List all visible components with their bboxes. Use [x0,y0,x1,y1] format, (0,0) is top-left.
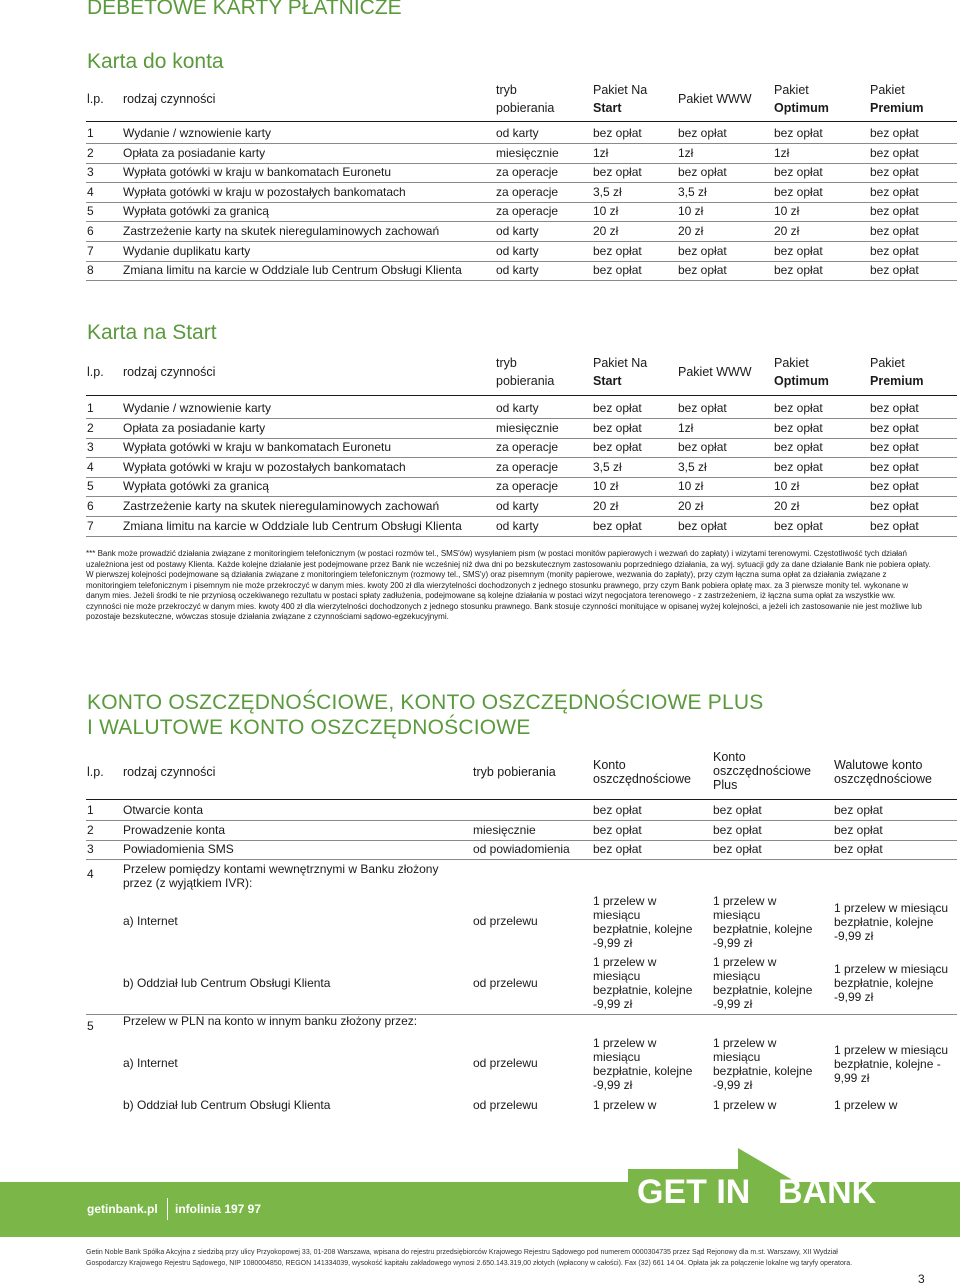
cell: 20 zł [593,499,619,513]
cell: Wypłata gotówki w kraju w pozostałych bankomatach [123,184,406,199]
cell: bez opłat [834,803,883,817]
section-title-savings-line2: I WALUTOWE KONTO OSZCZĘDNOŚCIOWE [87,716,531,739]
savings-header-3: Konto oszczędnościowe [593,758,691,786]
header-line: Pakiet Na [593,356,648,370]
section-title-karta-do-konta: Karta do konta [87,50,224,73]
cell: bez opłat [593,518,642,533]
header-section1-3 [593,81,647,117]
header-line: pobierania [496,101,555,115]
cell: bez opłat [593,440,642,455]
header-section2-5 [774,354,829,390]
cell: 3 [87,842,94,857]
fee-value: 1 przelew w miesiącu bezpłatnie, kolejne -9,99 zł [713,894,813,950]
savings-header-0: l.p. [87,765,104,779]
cell: od karty [496,401,539,415]
header-section2-1 [123,363,215,381]
cell: bez opłat [678,243,727,258]
sub-mode: od przelewu [473,1098,538,1112]
fee-value: 1 przelew w miesiącu bezpłatnie, kolejne -9,99 zł [593,955,693,1011]
sub-label: b) Oddział lub Centrum Obsługi Klienta [123,976,331,990]
table-row [0,438,960,457]
cell: 6 [87,499,94,513]
header-line: Pakiet WWW [678,365,752,379]
cell: bez opłat [870,145,919,160]
header-line: Premium [870,101,924,115]
cell: 1 [87,803,94,817]
header-line: tryb [496,356,517,370]
table-row [0,497,960,516]
row-rule [86,280,957,281]
cell: 20 zł [774,224,800,238]
cell: od karty [496,224,539,238]
footnote: *** Bank może prowadzić działania związane z monitoringiem telefonicznym (w postaci rozmów tel., SMS'ów) wysyłaniem pism (w postaci monitów papierowych i wezwań do zapłaty) i wizytami terenowymi. Częstotliwość tych działań uzależniona jest od postawy Klienta. Każde kolejne działanie jest podejmowane przez Bank nie wcześniej niż dwa dni po bezskutecznym zastosowaniu poprzedniego działania, za wyj. sytuacji gdy za dane działanie Bank nie pobiera opłaty. W pierwszej kolejności podejmowane są działania związane z monitoringiem telefonicznym (rozmowy tel., SMS'y) oraz pisemnym (monity papierowe, wezwania do zapłaty), przy czym łączna suma opłat za działania związane z monitoringiem telefonicznym i pisemnym nie może przekroczyć w danym mies. kwoty 200 zł dla wierzytelności dochodzonych z jednego stosunku prawnego, przy czym Bank pobiera opłatę max. za 3 pierwsze monity tel. wykonane w danym mies. Jeżeli środki te nie przyniosą oczekiwanego rezultatu w postaci spłaty zadłużenia, podejmowane są kolejne działania w postaci wizyt negocjatora terenowego - z zastrzeżeniem, iż łączna suma opłat za wszystkie ww. czynności nie może przekroczyć w danym mies. kwoty 400 zł dla wierzytelności dochodzonych z jednego stosunku prawnego. Bank stosuje czynności monitujące w opisanej wyżej kolejności, a jeżeli ich zastosowanie nie jest możliwe lub pozostaje bezskuteczne, wówczas stosuje działania związane z czynnościami sądowo-egzekucyjnymi. [86,549,931,621]
cell: 10 zł [774,204,800,219]
cell: Wydanie / wznowienie karty [123,401,271,415]
table-row [0,399,960,418]
fee-value: 1 przelew w [834,1098,898,1112]
cell: bez opłat [678,165,727,180]
cell: 5 [87,204,94,219]
cell: Opłata za posiadanie karty [123,420,266,435]
cell: bez opłat [870,499,919,513]
table-row [0,419,960,438]
cell: bez opłat [713,822,762,837]
cell: bez opłat [870,420,919,435]
cell: 8 [87,263,94,278]
website-link[interactable]: getinbank.pl [87,1202,158,1216]
cell: 1 [87,126,94,140]
cell: bez opłat [678,263,727,278]
cell: 3,5 zł [593,459,622,474]
cell: bez opłat [593,822,642,837]
cell: 4 [87,184,94,199]
cell: bez opłat [870,224,919,238]
cell: miesięcznie [473,822,536,837]
section-title-karta-na-start: Karta na Start [87,321,217,344]
cell: bez opłat [870,459,919,474]
cell: bez opłat [774,420,823,435]
cell: Wypłata gotówki w kraju w bankomatach Euronetu [123,440,392,455]
cell: bez opłat [593,803,642,817]
header-section1-4 [678,90,752,108]
cell: bez opłat [834,822,883,837]
cell: za operacje [496,204,559,219]
cell: bez opłat [870,263,919,278]
lp: 5 [87,1019,94,1033]
savings-header-1: rodzaj czynności [123,765,216,779]
header-line: Pakiet [870,356,905,370]
header-section1-2 [496,81,554,117]
fee-value: 1 przelew w miesiącu bezpłatnie, kolejne - 9,99 zł [834,1043,949,1085]
savings-header-5: Walutowe konto oszczędnościowe [834,758,932,786]
cell: Wydanie duplikatu karty [123,243,251,258]
fee-value: 1 przelew w miesiącu bezpłatnie, kolejne -9,99 zł [593,894,693,950]
table-row [0,242,960,261]
header-line: l.p. [87,92,104,106]
header-section2-4 [678,363,752,381]
row-title: Przelew w PLN na konto w innym banku złożony przez: [123,1014,418,1028]
cell: od karty [496,518,539,533]
cell: 10 zł [593,479,619,494]
cell: od karty [496,499,539,513]
header-line: Start [593,374,622,388]
cell: 20 zł [593,224,619,238]
cell: bez opłat [774,184,823,199]
cell: 20 zł [774,499,800,513]
cell: bez opłat [774,126,823,140]
sub-label: a) Internet [123,914,178,928]
cell: od karty [496,126,539,140]
cell: Zmiana limitu na karcie w Oddziale lub Centrum Obsługi Klienta [123,518,462,533]
cell: 5 [87,479,94,494]
cell: bez opłat [774,440,823,455]
cell: Zmiana limitu na karcie w Oddziale lub Centrum Obsługi Klienta [123,263,462,278]
cell: Prowadzenie konta [123,822,226,837]
cell: bez opłat [678,440,727,455]
sub-mode: od przelewu [473,1056,538,1070]
header-section2-3 [593,354,647,390]
table-row [0,163,960,182]
cell: bez opłat [870,401,919,415]
cell: Otwarcie konta [123,803,204,817]
cell: 1zł [593,145,609,160]
table-row [0,477,960,496]
cell: bez opłat [774,165,823,180]
cell: za operacje [496,459,559,474]
cell: 20 zł [678,499,704,513]
cell: za operacje [496,165,559,180]
header-line: Pakiet [870,83,905,97]
cell: 10 zł [593,204,619,219]
cell: bez opłat [593,401,642,415]
savings-header-2: tryb pobierania [473,765,556,779]
cell: bez opłat [834,842,883,857]
header-rule [86,395,957,396]
cell: bez opłat [774,263,823,278]
cell: bez opłat [870,165,919,180]
cell: od powiadomienia [473,842,570,857]
header-rule [86,799,957,800]
header-line: Optimum [774,374,829,388]
table-row [0,124,960,143]
cell: bez opłat [870,243,919,258]
header-section1-5 [774,81,829,117]
savings-header-4: Konto oszczędnościowe Plus [713,750,811,792]
cell: Zastrzeżenie karty na skutek nieregulaminowych zachowań [123,224,440,238]
cell: od karty [496,263,539,278]
cell: bez opłat [713,842,762,857]
table-row [0,261,960,280]
header-section1-0 [87,90,104,108]
cell: 6 [87,224,94,238]
header-section2-0 [87,363,104,381]
logo-arrow-icon [620,1145,920,1235]
cell: bez opłat [678,126,727,140]
cell: bez opłat [593,842,642,857]
cell: bez opłat [774,459,823,474]
cell: 4 [87,459,94,474]
header-line: Optimum [774,101,829,115]
cell: 3,5 zł [678,459,707,474]
lp: 4 [87,867,94,881]
legal-line-2: Gospodarczy Krajowego Rejestru Sądowego, NIP 1080004850, REGON 141334039, wysokość kapitału zakładowego wynosi 2.650.143.319,00 złotych (wpłacony w całości). Fax (32) 661 14 04. Opłata jak za połączenie lokalne wg taryfy operatora. [86,1260,853,1267]
header-section1-1 [123,90,215,108]
sub-label: b) Oddział lub Centrum Obsługi Klienta [123,1098,331,1112]
table-row [0,821,960,840]
cell: Wypłata gotówki w kraju w bankomatach Euronetu [123,165,392,180]
cell: miesięcznie [496,420,559,435]
row-rule [86,536,957,537]
cell: Opłata za posiadanie karty [123,145,266,160]
cell: Wypłata gotówki za granicą [123,204,269,219]
fee-value: 1 przelew w miesiącu bezpłatnie, kolejne -9,99 zł [593,1036,693,1092]
cell: bez opłat [678,401,727,415]
cell: bez opłat [774,401,823,415]
cell: 7 [87,518,94,533]
header-rule [86,121,957,122]
cell: za operacje [496,184,559,199]
sub-label: a) Internet [123,1056,178,1070]
cell: za operacje [496,479,559,494]
cell: bez opłat [774,243,823,258]
getin-bank-logo [620,1145,920,1235]
cell: bez opłat [593,165,642,180]
table-row [0,801,960,820]
cell: 2 [87,822,94,837]
table-row [0,202,960,221]
cell: bez opłat [593,420,642,435]
table-row [0,222,960,241]
table-row [0,144,960,163]
header-line: l.p. [87,365,104,379]
cell: Wydanie / wznowienie karty [123,126,271,140]
row-title: Przelew pomiędzy kontami wewnętrznymi w Banku złożony przez (z wyjątkiem IVR): [123,862,439,890]
cell: bez opłat [870,204,919,219]
cell: bez opłat [870,440,919,455]
cell: bez opłat [774,518,823,533]
cell: 10 zł [774,479,800,494]
fee-value: 1 przelew w [593,1098,657,1112]
cell: 3 [87,165,94,180]
header-section2-2 [496,354,554,390]
fee-value: 1 przelew w miesiącu bezpłatnie, kolejne -9,99 zł [713,1036,813,1092]
cell: 3 [87,440,94,455]
cell: Wypłata gotówki w kraju w pozostałych bankomatach [123,459,406,474]
cell: bez opłat [870,184,919,199]
header-line: Pakiet [774,83,809,97]
cell: bez opłat [593,243,642,258]
top-title: DEBETOWE KARTY PŁATNICZE [87,0,402,19]
cell: 3,5 zł [678,184,707,199]
cell: 3,5 zł [593,184,622,199]
row-rule [86,859,957,860]
page-number: 3 [918,1272,925,1286]
table-row [0,840,960,859]
cell: bez opłat [713,803,762,817]
header-line: Start [593,101,622,115]
infoline: infolinia 197 97 [175,1202,262,1216]
cell: bez opłat [678,518,727,533]
fee-value: 1 przelew w miesiącu bezpłatnie, kolejne -9,99 zł [834,901,949,943]
fee-value: 1 przelew w miesiącu bezpłatnie, kolejne -9,99 zł [713,955,813,1011]
cell: Zastrzeżenie karty na skutek nieregulaminowych zachowań [123,499,440,513]
cell: 1zł [774,145,790,160]
cell: bez opłat [870,126,919,140]
svg-text:BANK: BANK [778,1173,877,1211]
cell: 2 [87,145,94,160]
sub-mode: od przelewu [473,914,538,928]
header-line: tryb [496,83,517,97]
section-title-savings-line1: KONTO OSZCZĘDNOŚCIOWE, KONTO OSZCZĘDNOŚCIOWE PLUS [87,691,764,714]
table-row [0,183,960,202]
fee-value: 1 przelew w miesiącu bezpłatnie, kolejne -9,99 zł [834,962,949,1004]
cell: 7 [87,243,94,258]
cell: Powiadomienia SMS [123,842,234,857]
header-line: pobierania [496,374,555,388]
cell: 10 zł [678,479,704,494]
cell: bez opłat [870,479,919,494]
header-section2-6 [870,354,924,390]
cell: bez opłat [593,263,642,278]
header-line: Premium [870,374,924,388]
header-line: rodzaj czynności [123,365,216,379]
header-line: Pakiet Na [593,83,648,97]
cell: 2 [87,420,94,435]
header-line: Pakiet [774,356,809,370]
cell: 1zł [678,420,694,435]
cell: bez opłat [870,518,919,533]
cell: od karty [496,243,539,258]
cell: miesięcznie [496,145,559,160]
cell: 10 zł [678,204,704,219]
cell: 1zł [678,145,694,160]
table-row [0,517,960,536]
legal-line-1: Getin Noble Bank Spółka Akcyjna z siedzibą przy ulicy Przyokopowej 33, 01-208 Warszawa, wpisana do rejestru przedsiębiorców Krajowego Rejestru Sądowego pod numerem 0000304735 przez Sąd Rejonowy dla m.st. Warszawy, XII Wydział [86,1249,838,1256]
fee-value: 1 przelew w [713,1098,777,1112]
cell: 1 [87,401,94,415]
table-row [0,458,960,477]
cell: bez opłat [593,126,642,140]
header-line: Pakiet WWW [678,92,752,106]
cell: 20 zł [678,224,704,238]
svg-text:GET IN: GET IN [637,1173,751,1211]
cell: Wypłata gotówki za granicą [123,479,269,494]
footer-divider [167,1198,168,1220]
sub-mode: od przelewu [473,976,538,990]
cell: za operacje [496,440,559,455]
header-line: rodzaj czynności [123,92,216,106]
header-section1-6 [870,81,924,117]
